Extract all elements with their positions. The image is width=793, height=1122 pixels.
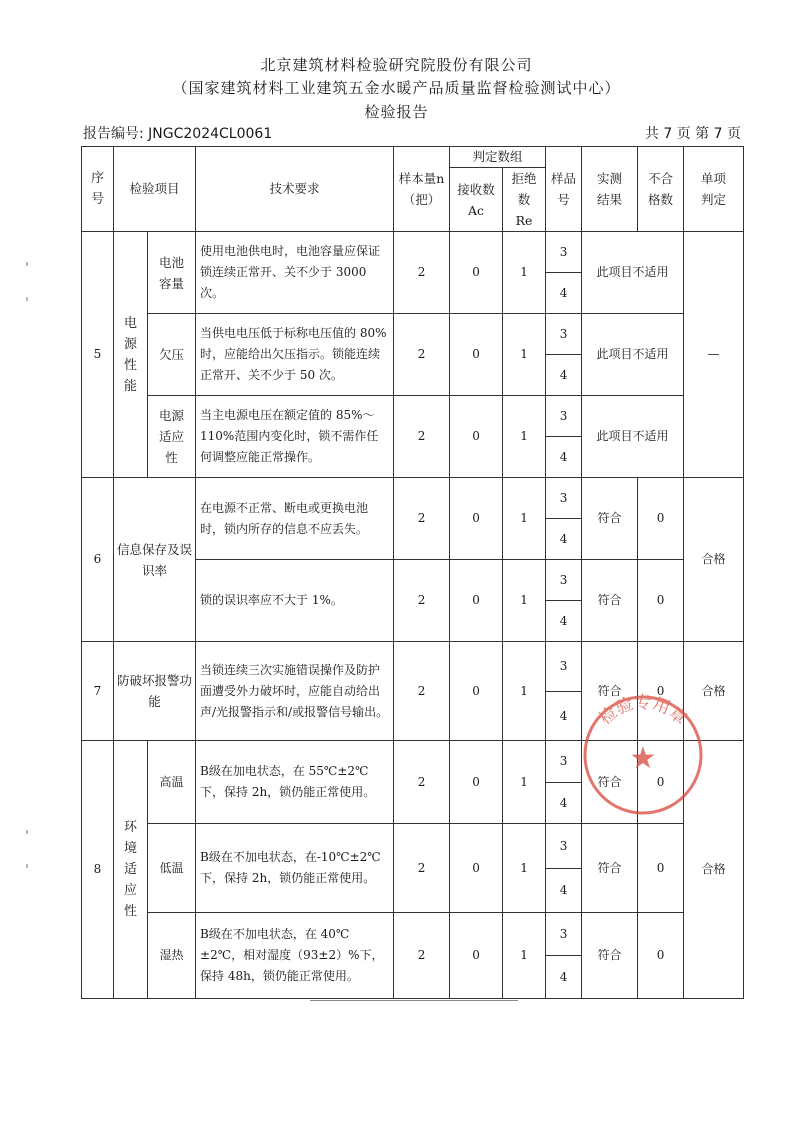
req-cell: B级在加电状态，在 55℃±2℃下，保持 2h，锁仍能正常使用。 <box>196 741 394 824</box>
fail-cell: 0 <box>638 913 684 999</box>
table-row <box>82 642 744 692</box>
table-row <box>82 478 744 519</box>
req-cell: 当供电电压低于标称电压值的 80%时，应能给出欠压指示。锁能连续正常开、关不少于 50 次。 <box>196 314 394 396</box>
result-cell: 此项目不适用 <box>582 232 684 314</box>
fail-cell: 0 <box>638 560 684 642</box>
req-cell: B级在不加电状态，在-10℃±2℃下，保持 2h，锁仍能正常使用。 <box>196 824 394 913</box>
sample-no: 3 <box>546 478 582 519</box>
sample-qty: 2 <box>394 396 450 478</box>
table-row <box>82 913 744 956</box>
re-value: 1 <box>503 314 546 396</box>
sub-item: 湿热 <box>148 913 196 999</box>
re-value: 1 <box>503 560 546 642</box>
group-cell: 电源性能 <box>114 232 148 478</box>
item-cell: 防破坏报警功能 <box>114 642 196 741</box>
sample-qty: 2 <box>394 824 450 913</box>
verdict-cell: 合格 <box>684 741 744 999</box>
margin-mark <box>26 830 28 834</box>
result-cell: 此项目不适用 <box>582 396 684 478</box>
report-title: 检验报告 <box>364 103 429 121</box>
req-cell: B级在不加电状态，在 40℃±2℃，相对湿度（93±2）%下，保持 48h，锁仍能正常使用。 <box>196 913 394 999</box>
col-result: 实测结果 <box>582 147 638 232</box>
sample-no: 3 <box>546 560 582 601</box>
sample-qty: 2 <box>394 314 450 396</box>
fail-cell: 0 <box>638 824 684 913</box>
sub-item: 电源适应性 <box>148 396 196 478</box>
col-ac: 接收数 Ac <box>450 168 503 232</box>
sample-no: 3 <box>546 913 582 956</box>
seal-lettering: 检验专用章 <box>595 693 691 730</box>
center-name: （国家建筑材料工业建筑五金水暖产品质量监督检验测试中心） <box>172 79 621 97</box>
sample-no: 4 <box>546 519 582 560</box>
col-re: 拒绝数 Re <box>503 168 546 232</box>
ac-value: 0 <box>450 478 503 560</box>
fail-cell: 0 <box>638 741 684 824</box>
sub-item: 低温 <box>148 824 196 913</box>
col-req: 技术要求 <box>196 147 394 232</box>
margin-mark <box>26 864 28 868</box>
sample-no: 3 <box>546 741 582 783</box>
sample-no: 4 <box>546 437 582 478</box>
table-row <box>82 824 744 869</box>
group-cell: 环境适应性 <box>114 741 148 999</box>
sample-no: 3 <box>546 396 582 437</box>
item-cell: 信息保存及误识率 <box>114 478 196 642</box>
sample-qty: 2 <box>394 741 450 824</box>
re-value: 1 <box>503 741 546 824</box>
col-judge-group: 判定数组 <box>450 147 546 168</box>
col-verdict: 单项判定 <box>684 147 744 232</box>
result-cell: 此项目不适用 <box>582 314 684 396</box>
seq-cell: 7 <box>82 642 114 741</box>
re-value: 1 <box>503 913 546 999</box>
ac-value: 0 <box>450 741 503 824</box>
sample-no: 4 <box>546 273 582 314</box>
result-cell: 符合 <box>582 478 638 560</box>
seq-cell: 5 <box>82 232 114 478</box>
verdict-cell: 合格 <box>684 642 744 741</box>
result-cell: 符合 <box>582 913 638 999</box>
seq-cell: 8 <box>82 741 114 999</box>
report-number: 报告编号: JNGC2024CL0061 <box>83 126 273 142</box>
col-fail: 不合格数 <box>638 147 684 232</box>
sample-qty: 2 <box>394 642 450 741</box>
re-value: 1 <box>503 232 546 314</box>
sample-qty: 2 <box>394 232 450 314</box>
re-value: 1 <box>503 478 546 560</box>
sample-qty: 2 <box>394 913 450 999</box>
sample-no: 4 <box>546 601 582 642</box>
fail-cell: 0 <box>638 478 684 560</box>
sample-qty: 2 <box>394 478 450 560</box>
result-cell: 符合 <box>582 560 638 642</box>
sample-qty: 2 <box>394 560 450 642</box>
ac-value: 0 <box>450 913 503 999</box>
table-row <box>82 741 744 783</box>
ac-value: 0 <box>450 560 503 642</box>
re-value: 1 <box>503 642 546 741</box>
result-cell: 符合 <box>582 741 638 824</box>
sample-no: 3 <box>546 314 582 355</box>
ac-value: 0 <box>450 314 503 396</box>
sample-no: 4 <box>546 692 582 741</box>
sub-item: 欠压 <box>148 314 196 396</box>
margin-mark <box>26 262 28 266</box>
sample-no: 3 <box>546 232 582 273</box>
col-item: 检验项目 <box>114 147 196 232</box>
sub-item: 高温 <box>148 741 196 824</box>
footer-divider <box>310 1000 518 1001</box>
margin-mark <box>26 297 28 301</box>
result-cell: 符合 <box>582 642 638 741</box>
table-row <box>82 314 744 355</box>
col-sample-no: 样品号 <box>546 147 582 232</box>
report-table <box>81 146 744 999</box>
ac-value: 0 <box>450 232 503 314</box>
sample-no: 3 <box>546 824 582 869</box>
sample-no: 4 <box>546 869 582 913</box>
seal-star-icon: ★ <box>629 741 657 776</box>
table-row <box>82 396 744 437</box>
result-cell: 符合 <box>582 824 638 913</box>
sample-no: 4 <box>546 783 582 824</box>
verdict-cell: 合格 <box>684 478 744 642</box>
req-cell: 当主电源电压在额定值的 85%～110%范围内变化时，锁不需作任何调整应能正常操作。 <box>196 396 394 478</box>
table-row <box>82 232 744 273</box>
org-name: 北京建筑材料检验研究院股份有限公司 <box>260 56 533 74</box>
req-cell: 使用电池供电时，电池容量应保证锁连续正常开、关不少于 3000 次。 <box>196 232 394 314</box>
sample-no: 4 <box>546 956 582 999</box>
ac-value: 0 <box>450 824 503 913</box>
col-sample-qty: 样本量n（把） <box>394 147 450 232</box>
ac-value: 0 <box>450 642 503 741</box>
re-value: 1 <box>503 824 546 913</box>
verdict-cell: — <box>684 232 744 478</box>
req-cell: 在电源不正常、断电或更换电池时，锁内所存的信息不应丢失。 <box>196 478 394 560</box>
sample-no: 4 <box>546 355 582 396</box>
req-cell: 锁的误识率应不大于 1%。 <box>196 560 394 642</box>
page-info: 共 7 页 第 7 页 <box>644 126 741 142</box>
col-seq: 序号 <box>82 147 114 232</box>
ac-value: 0 <box>450 396 503 478</box>
sample-no: 3 <box>546 642 582 692</box>
sub-item: 电池容量 <box>148 232 196 314</box>
req-cell: 当锁连续三次实施错误操作及防护面遭受外力破坏时，应能自动给出声/光报警指示和/或报警信号输出。 <box>196 642 394 741</box>
seq-cell: 6 <box>82 478 114 642</box>
fail-cell: 0 <box>638 642 684 741</box>
re-value: 1 <box>503 396 546 478</box>
